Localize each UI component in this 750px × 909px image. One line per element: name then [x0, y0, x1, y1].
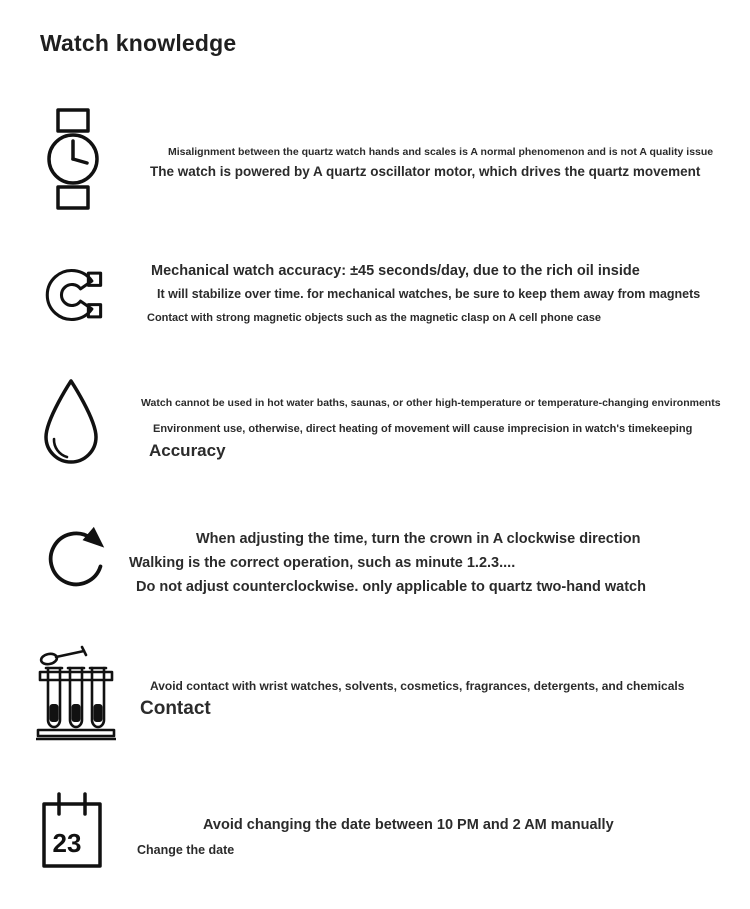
page-title: Watch knowledge — [40, 30, 237, 56]
info-line: Environment use, otherwise, direct heating of movement will cause imprecision in watch's timekeeping — [153, 423, 693, 435]
info-line: Change the date — [137, 843, 235, 857]
info-line: Walking is the correct operation, such as minute 1.2.3.... — [129, 555, 516, 571]
wristwatch-icon — [44, 108, 102, 210]
info-line: Mechanical watch accuracy: ±45 seconds/day, due to the rich oil inside — [151, 263, 640, 279]
magnet-icon — [42, 260, 112, 330]
section-heading: Contact — [140, 698, 211, 719]
info-line: Contact with strong magnetic objects such as the magnetic clasp on A cell phone case — [147, 312, 601, 324]
calendar-day: 23 — [52, 828, 82, 858]
info-line: Do not adjust counterclockwise. only applicable to quartz two-hand watch — [136, 579, 646, 595]
info-line: Avoid changing the date between 10 PM and 2 AM manually — [203, 817, 614, 833]
info-line: Misalignment between the quartz watch hands and scales is A normal phenomenon and is not A quality issue — [168, 146, 714, 158]
info-line: Watch cannot be used in hot water baths, saunas, or other high-temperature or temperature-changing environments — [141, 397, 721, 409]
section-heading: Accuracy — [149, 441, 226, 460]
info-line: It will stabilize over time. for mechanical watches, be sure to keep them away from magnets — [157, 287, 701, 301]
clockwise-arrow-icon — [42, 520, 108, 596]
info-line: When adjusting the time, turn the crown in A clockwise direction — [196, 531, 641, 547]
test-tubes-icon — [36, 642, 116, 742]
info-line: The watch is powered by A quartz oscillator motor, which drives the quartz movement — [150, 164, 701, 179]
calendar-icon — [40, 788, 104, 870]
info-line: Avoid contact with wrist watches, solvents, cosmetics, fragrances, detergents, and chemicals — [150, 679, 685, 693]
water-drop-icon — [40, 376, 102, 470]
